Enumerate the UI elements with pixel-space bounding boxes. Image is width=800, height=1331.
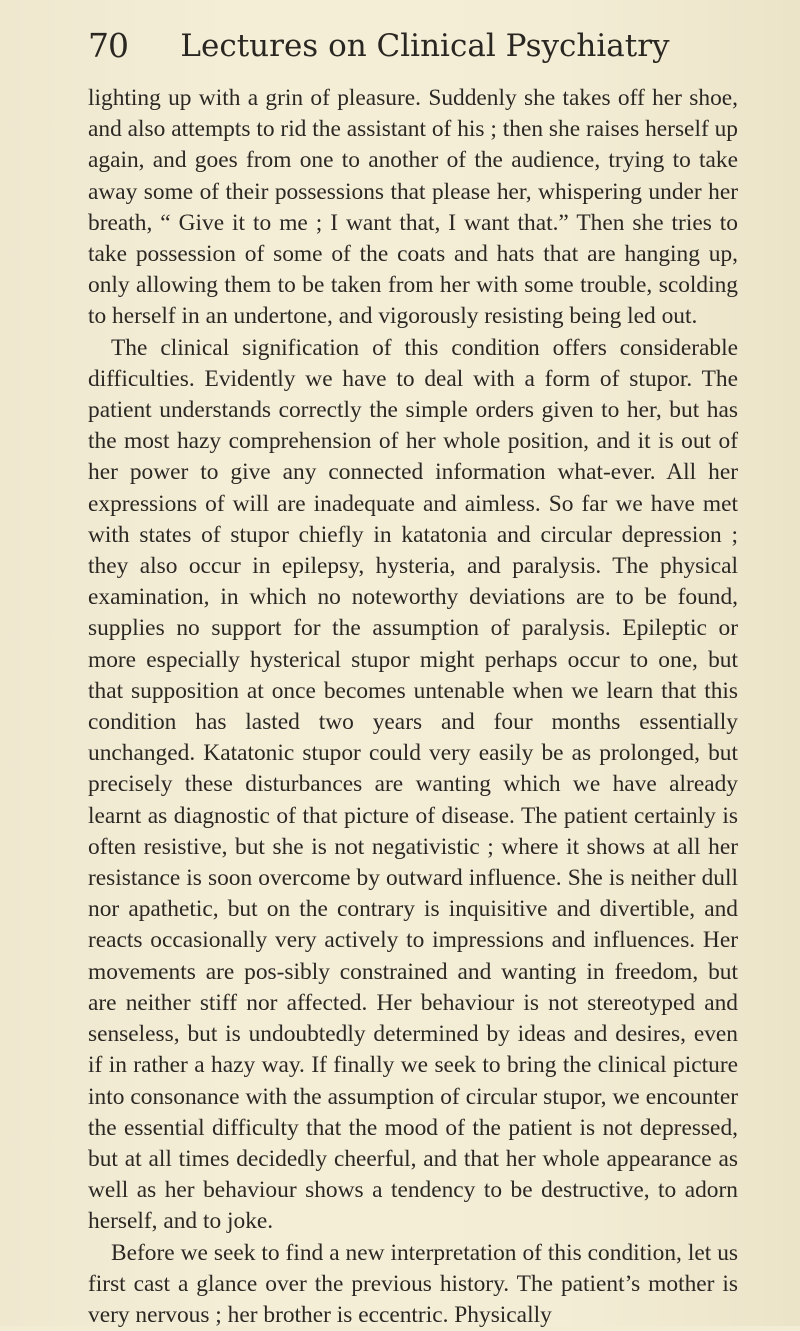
running-title: Lectures on Clinical Psychiatry (180, 28, 670, 64)
page-header (88, 22, 738, 70)
paragraph-3: Before we seek to find a new interpretation of this condition, let us first cast a glance over the previous history. The patient’s mother is very nervous ; her brother is eccentric. Physically (88, 1239, 738, 1328)
paragraph-2: The clinical signification of this condition offers considerable difficulties. Evidently we have to deal with a form of stupor. The patient understands correctly the simple orders given to her, but has the most hazy comprehension of her whole position, and it is out of her power to give any connected information what-ever. All her expressions of will are inadequate and aimless. So far we have met with states of stupor chiefly in katatonia and circular depression ; they also occur in epilepsy, hysteria, and paralysis. The physical examination, in which no noteworthy deviations are to be found, supplies no support for the assumption of paralysis. Epileptic or more especially hysterical stupor might perhaps occur to one, but that supposition at once becomes untenable when we learn that this condition has lasted two years and four months essentially unchanged. Katatonic stupor could very easily be as prolonged, but precisely these disturbances are wanting which we have already learnt as diagnostic of that picture of disease. The patient certainly is often resistive, but she is not negativistic ; where it shows at all her resistance is soon overcome by outward influence. She is neither dull nor apathetic, but on the contrary is inquisitive and divertible, and reacts occasionally very actively to impressions and influences. Her movements are pos-sibly constrained and wanting in freedom, but are neither stiff nor affected. Her behaviour is not stereotyped and senseless, but is undoubtedly determined by ideas and desires, even if in rather a hazy way. If finally we seek to bring the clinical picture into consonance with the assumption of circular stupor, we encounter the essential difficulty that the mood of the patient is not depressed, but at all times decidedly cheerful, and that her whole appearance as well as her behaviour shows a tendency to be destructive, to adorn herself, and to joke. (88, 334, 738, 1235)
paragraph-1: lighting up with a grin of pleasure. Suddenly she takes off her shoe, and also attempts to rid the assistant of his ; then she raises herself up again, and goes from one to another of the audience, trying to take away some of their possessions that please her, whispering under her breath, “ Give it to me ; I want that, I want that.” Then she tries to take possession of some of the coats and hats that are hanging up, only allowing them to be taken from her with some trouble, scolding to herself in an undertone, and vigorously resisting being led out. (88, 85, 738, 330)
page-number: 70 (88, 26, 128, 65)
body-text (88, 83, 738, 1331)
